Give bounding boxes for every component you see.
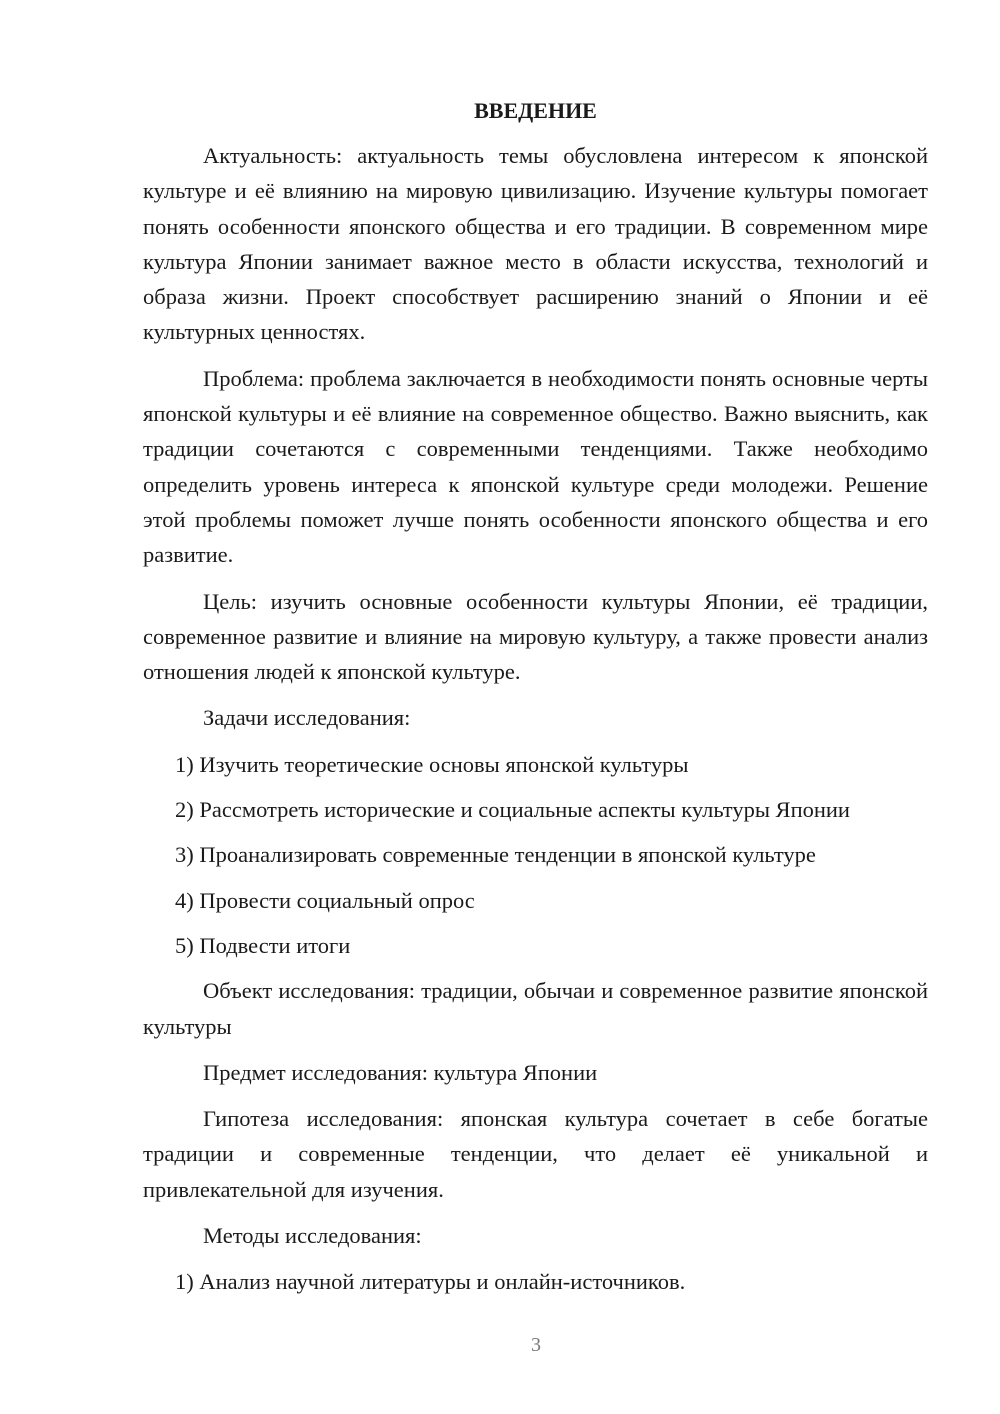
paragraph-goal: Цель: изучить основные особенности культуры Японии, её традиции, современное развитие и влияние на мировую культуру, а также провести анализ отношения людей к японской культуре.: [143, 588, 928, 685]
paragraph-hypothesis: Гипотеза исследования: японская культура сочетает в себе богатые традиции и современные тенденции, что делает её уникальной и привлекательной для изучения.: [143, 1106, 928, 1202]
task-item: 4) Провести социальный опрос: [175, 887, 475, 913]
tasks-heading: Задачи исследования:: [203, 705, 411, 731]
page-number: 3: [531, 1334, 541, 1356]
task-item: 1) Изучить теоретические основы японской культуры: [175, 751, 689, 777]
paragraph-relevance: Актуальность: актуальность темы обусловлена интересом к японской культуре и её влиянию на мировую цивилизацию. Изучение культуры помогает понять особенности японского общества и его традиции. В современном мире культура Японии занимает важное место в области искусства, технологий и образа жизни. Проект способствует расширению знаний о Японии и её культурных ценностях.: [143, 143, 928, 345]
paragraph-subject: Предмет исследования: культура Японии: [203, 1059, 598, 1085]
section-title: ВВЕДЕНИЕ: [474, 98, 597, 123]
methods-heading: Методы исследования:: [203, 1223, 422, 1249]
document-page: [143, 96, 928, 1310]
paragraph-object: Объект исследования: традиции, обычаи и современное развитие японской культуры: [143, 978, 928, 1039]
task-item: 3) Проанализировать современные тенденции в японской культуре: [175, 842, 816, 868]
paragraph-problem: Проблема: проблема заключается в необходимости понять основные черты японской культуры и её влияние на современное общество. Важно выяснить, как традиции сочетаются с современными тенденциями. Также необходимо определить уровень интереса к японской культуре среди молодежи. Решение этой проблемы поможет лучше понять особенности японского общества и его развитие.: [143, 365, 928, 568]
method-item: 1) Анализ научной литературы и онлайн-источников.: [175, 1269, 686, 1295]
task-item: 5) Подвести итоги: [175, 932, 351, 958]
task-item: 2) Рассмотреть исторические и социальные аспекты культуры Японии: [175, 797, 850, 823]
